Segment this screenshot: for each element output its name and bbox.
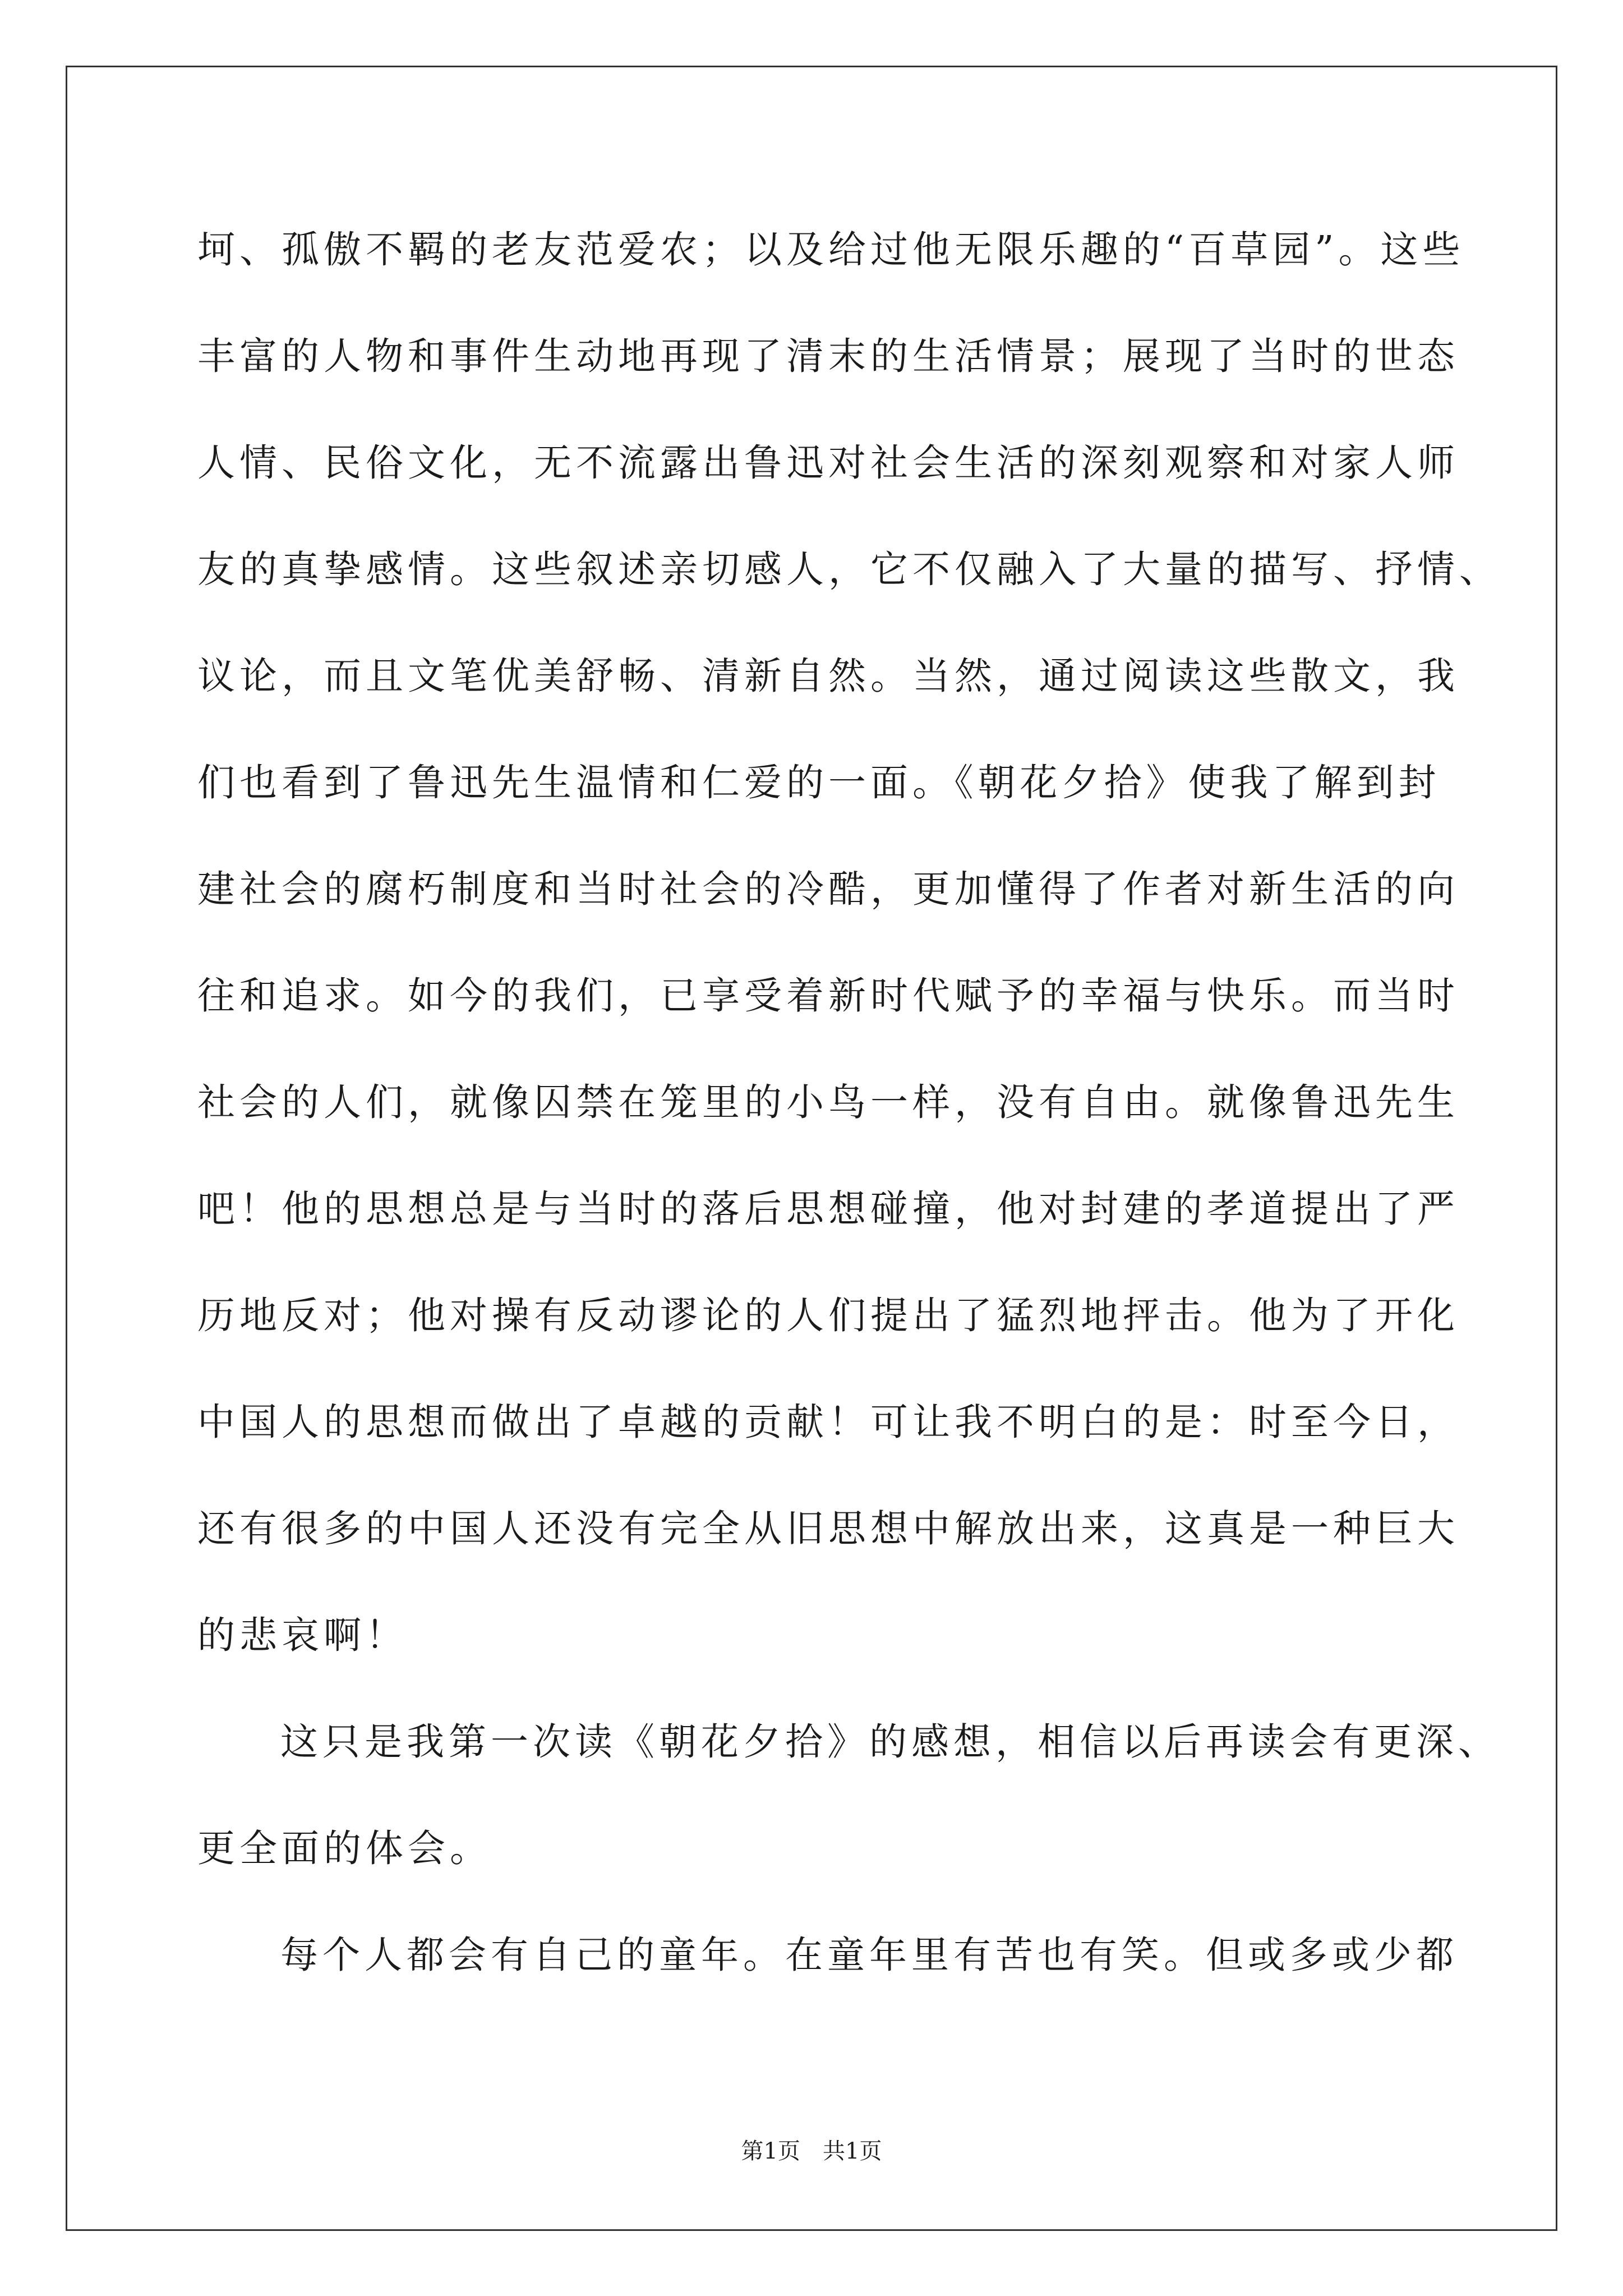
text-line: 建社会的腐朽制度和当时社会的冷酷，更加懂得了作者对新生活的向 (197, 867, 1459, 911)
text-line: 友的真挚感情。这些叙述亲切感人，它不仅融入了大量的描写、抒情、 (197, 547, 1501, 591)
text-line: 人情、民俗文化，无不流露出鲁迅对社会生活的深刻观察和对家人师 (197, 441, 1459, 485)
text-line: 社会的人们，就像囚禁在笼里的小鸟一样，没有自由。就像鲁迅先生 (197, 1080, 1459, 1124)
text-line: 更全面的体会。 (197, 1826, 492, 1870)
paragraph-start-line: 每个人都会有自己的童年。在童年里有苦也有笑。但或多或少都 (280, 1933, 1458, 1977)
text-line: 还有很多的中国人还没有完全从旧思想中解放出来，这真是一种巨大 (197, 1507, 1459, 1550)
page-footer: 第1页 共1页 (741, 2138, 882, 2164)
text-line: 议论，而且文笔优美舒畅、清新自然。当然，通过阅读这些散文，我 (197, 654, 1459, 698)
document-body (197, 216, 1501, 2028)
text-line: 的悲哀啊！ (197, 1613, 408, 1657)
text-line: 历地反对；他对操有反动谬论的人们提出了猛烈地抨击。他为了开化 (197, 1294, 1459, 1337)
text-line: 吧！他的思想总是与当时的落后思想碰撞，他对封建的孝道提出了严 (197, 1187, 1459, 1231)
text-line: 丰富的人物和事件生动地再现了清末的生活情景；展现了当时的世态 (197, 334, 1459, 378)
text-line: 中国人的思想而做出了卓越的贡献！可让我不明白的是：时至今日， (197, 1400, 1459, 1444)
paragraph-start-line: 这只是我第一次读《朝花夕拾》的感想，相信以后再读会有更深、 (280, 1720, 1500, 1764)
text-line: 往和追求。如今的我们，已享受着新时代赋予的幸福与快乐。而当时 (197, 974, 1459, 1018)
text-line: 们也看到了鲁迅先生温情和仁爱的一面。《朝花夕拾》使我了解到封 (197, 761, 1441, 804)
text-line: 坷、孤傲不羁的老友范爱农；以及给过他无限乐趣的“百草园”。这些 (197, 228, 1465, 272)
